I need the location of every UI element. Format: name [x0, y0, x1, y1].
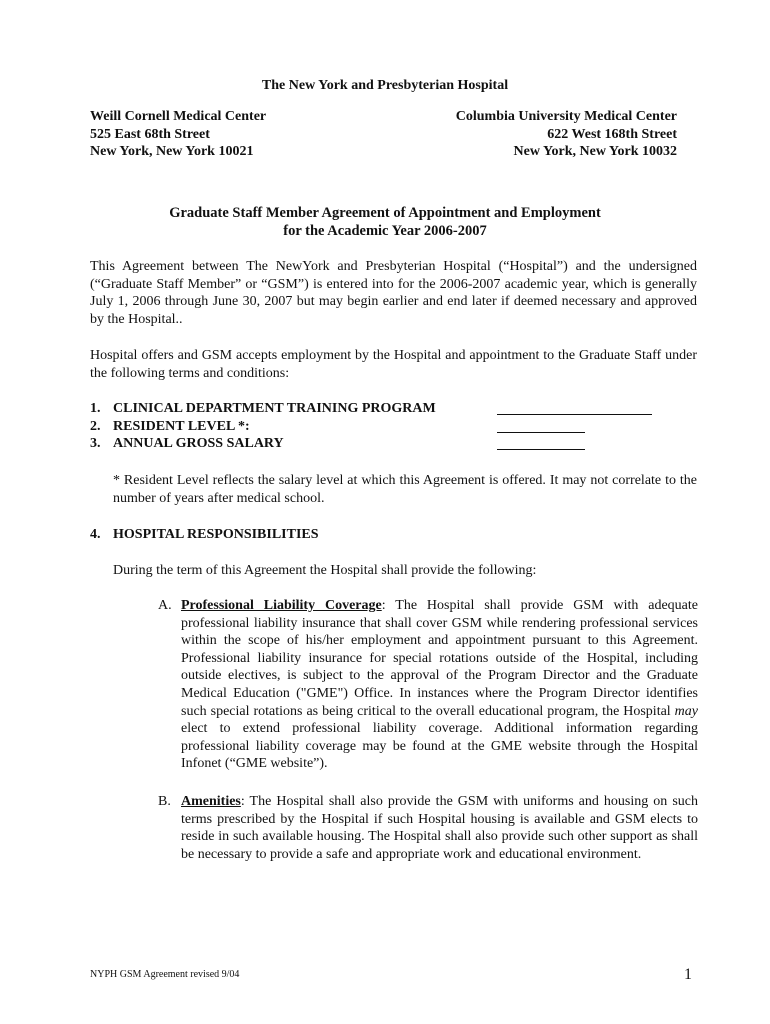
hospital-title: The New York and Presbyterian Hospital	[261, 78, 509, 93]
item-letter: A.	[158, 598, 172, 613]
item-number: 3.	[90, 436, 101, 452]
resident-level-blank[interactable]	[497, 432, 585, 433]
item-label: RESIDENT LEVEL *:	[113, 418, 250, 434]
item-number: 1.	[90, 401, 101, 416]
resident-level-note: * Resident Level reflects the salary level at which this Agreement is offered. It may not correlate to the number of years after medical school.	[113, 473, 697, 506]
right-address-line: 622 West 168th Street	[547, 126, 677, 142]
item-text: : The Hospital shall also provide the GSM with uniforms and housing on such terms prescribed by the Hospital if such Hospital housing is available and GSM elects to reside in such available housing. The Hospital shall also provide such other support as shall be necessary to provide a safe and appropriate work and educational environment.	[181, 794, 698, 862]
agreement-title	[0, 205, 770, 241]
salary-blank[interactable]	[497, 449, 585, 450]
item-emphasis: may	[674, 703, 698, 719]
terms-list-item	[90, 418, 680, 436]
section-4-intro: During the term of this Agreement the Hospital shall provide the following:	[113, 563, 537, 578]
left-address-line: 525 East 68th Street	[90, 126, 210, 142]
agreement-title-line2: for the Academic Year 2006-2007	[283, 223, 487, 239]
item-amenities	[158, 793, 698, 863]
page-number: 1	[684, 966, 692, 983]
item-heading: Amenities	[181, 794, 241, 809]
item-label: ANNUAL GROSS SALARY	[113, 436, 284, 452]
item-professional-liability	[158, 597, 698, 773]
item-body	[181, 793, 698, 863]
terms-list	[90, 400, 680, 453]
footer-revision: NYPH GSM Agreement revised 9/04	[90, 969, 240, 980]
training-program-blank[interactable]	[497, 414, 652, 415]
section-label: HOSPITAL RESPONSIBILITIES	[113, 527, 319, 542]
item-heading: Professional Liability Coverage	[181, 598, 382, 613]
item-text: elect to extend professional liability coverage. Additional information regarding professional liability coverage may be found at the GME website through the Hospital Infonet (“GME website”).	[181, 721, 698, 772]
offer-paragraph: Hospital offers and GSM accepts employment by the Hospital and appointment to the Graduate Staff under the following terms and conditions:	[90, 348, 697, 381]
item-label: CLINICAL DEPARTMENT TRAINING PROGRAM	[113, 401, 436, 416]
right-address-block	[456, 108, 677, 161]
left-address-block	[90, 108, 266, 161]
item-text: : The Hospital shall provide GSM with adequate professional liability insurance that shall cover GSM while rendering professional services within the scope of his/her employment and appointment pursuant to this Agreement. Professional liability insurance for special rotations outside of the Hospital, including outside electives, is subject to the approval of the Program Director and the Graduate Medical Education ("GME") Office. In instances where the Program Director identifies such special rotations as being critical to the overall educational program, the Hospital	[181, 598, 698, 719]
right-address-line: New York, New York 10032	[513, 144, 677, 160]
item-number: 2.	[90, 418, 101, 434]
item-body	[181, 597, 698, 773]
right-address-line: Columbia University Medical Center	[455, 109, 677, 124]
section-number: 4.	[90, 527, 101, 542]
left-address-line: New York, New York 10021	[90, 144, 254, 160]
terms-list-item	[90, 400, 680, 418]
agreement-title-line1: Graduate Staff Member Agreement of Appointment and Employment	[169, 205, 601, 221]
terms-list-item	[90, 435, 680, 453]
left-address-line: Weill Cornell Medical Center	[90, 109, 267, 124]
item-letter: B.	[158, 794, 171, 809]
intro-paragraph: This Agreement between The NewYork and Presbyterian Hospital (“Hospital”) and the undersigned (“Graduate Staff Member” or “GSM”) is entered into for the 2006-2007 academic year, which is generally July 1, 2006 through June 30, 2007 but may begin earlier and end later if deemed necessary and approved by the Hospital..	[90, 259, 697, 327]
